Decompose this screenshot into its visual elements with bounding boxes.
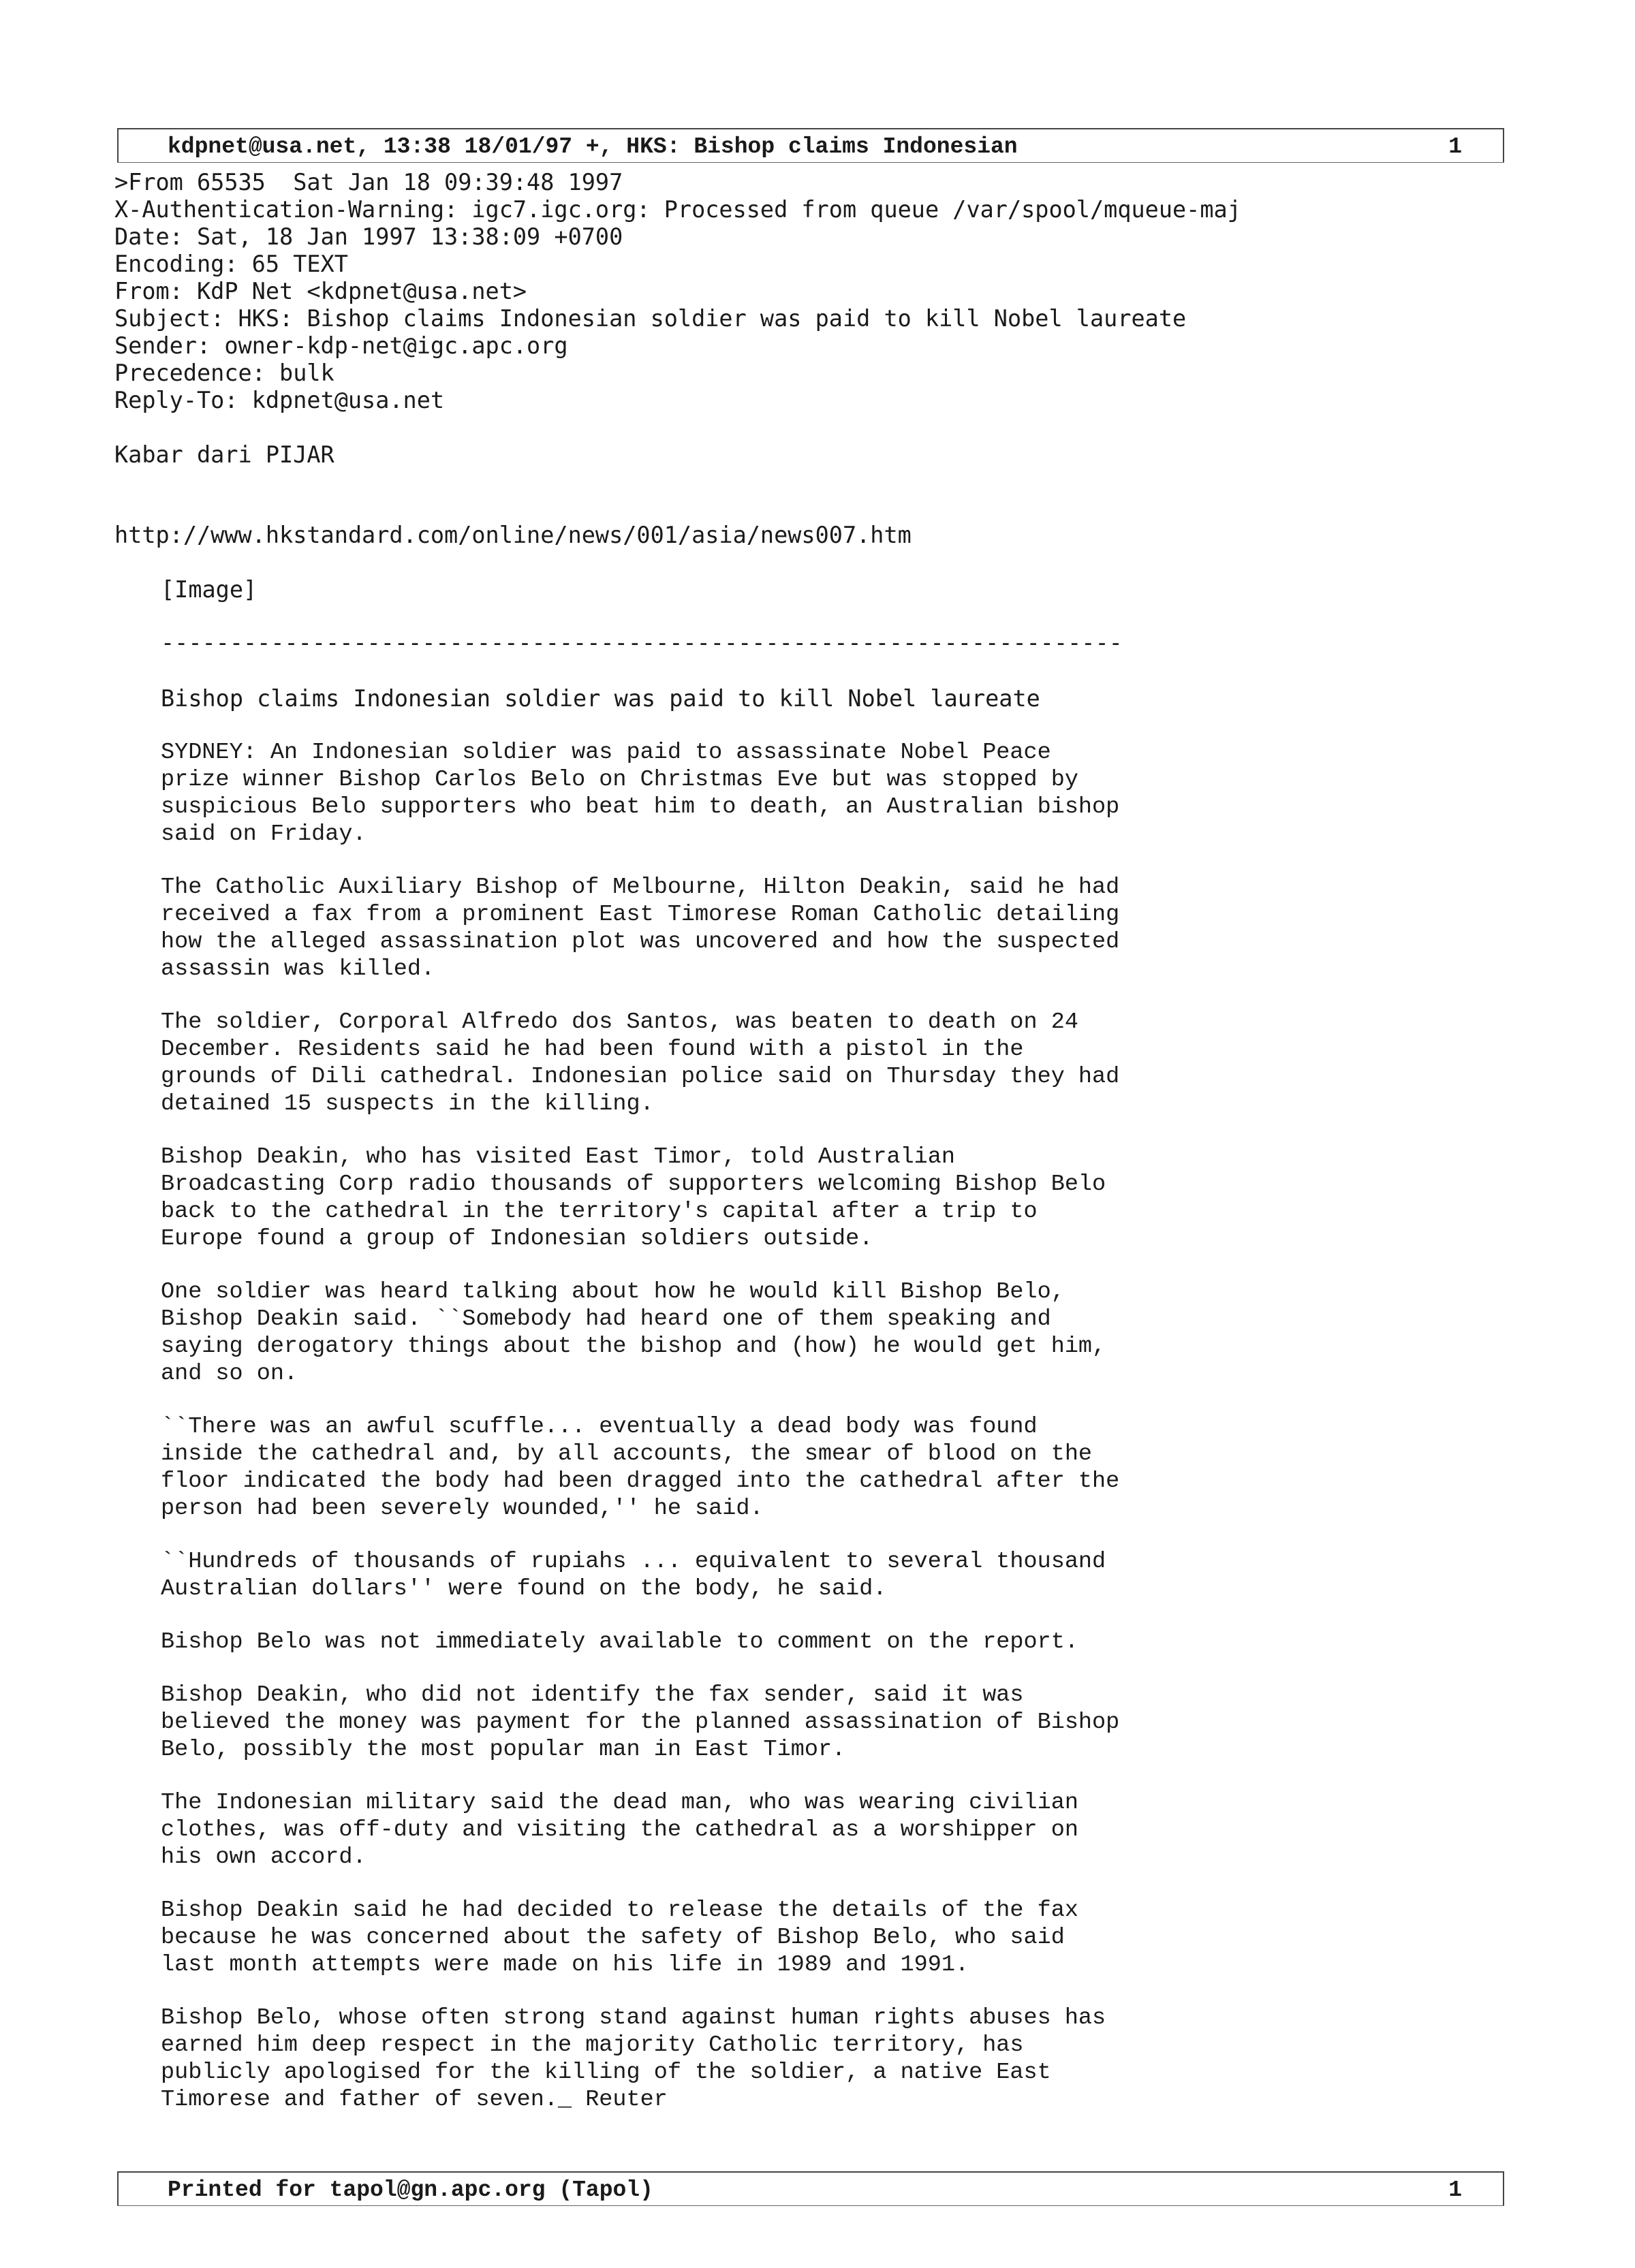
page-footer <box>117 2171 1504 2205</box>
article-body <box>161 739 1455 2139</box>
article-paragraph: Bishop Deakin said he had decided to release the details of the fax because he was concerned about the safety of Bishop Belo, who said last month attempts were made on his life in 1989 and 1991. <box>161 1897 1078 1978</box>
source-url: http://www.hkstandard.com/online/news/001/asia/news007.htm <box>114 522 912 548</box>
header-underline <box>117 162 1504 163</box>
footer-page-number: 1 <box>1448 2177 1462 2203</box>
article-paragraph: One soldier was heard talking about how he would kill Bishop Belo, Bishop Deakin said. ``Somebody had heard one of them speaking and saying derogatory things about the bishop and (how) he would get him, and so on. <box>161 1279 1106 1387</box>
article-paragraph: ``Hundreds of thousands of rupiahs ... equivalent to several thousand Australian dollars'' were found on the body, he said. <box>161 1549 1106 1602</box>
footer-printed-for: Printed for tapol@gn.apc.org (Tapol) <box>168 2177 653 2203</box>
header-title: kdpnet@usa.net, 13:38 18/01/97 +, HKS: Bishop claims Indonesian <box>168 134 1018 159</box>
separator-rule: ---------------------------------------------------------------------- <box>161 629 1123 656</box>
article-paragraph: The soldier, Corporal Alfredo dos Santos, was beaten to death on 24 December. Residents said he had been found with a pistol in the grounds of Dili cathedral. Indonesian police said on Thursday they had detained 15 suspects in the killing. <box>161 1009 1120 1117</box>
article-paragraph: Bishop Belo, whose often strong stand against human rights abuses has earned him deep respect in the majority Catholic territory, has publicly apologised for the killing of the soldier, a native East Timorese and father of seven._ Reuter <box>161 2005 1106 2113</box>
article-paragraph: The Indonesian military said the dead man, who was wearing civilian clothes, was off-duty and visiting the cathedral as a worshipper on his own accord. <box>161 1790 1078 1870</box>
footer-underline <box>117 2205 1504 2206</box>
article-paragraph: ``There was an awful scuffle... eventually a dead body was found inside the cathedral and, by all accounts, the smear of blood on the floor indicated the body had been dragged into the cathedral after the person had been severely wounded,'' he said. <box>161 1414 1120 1522</box>
article-paragraph: The Catholic Auxiliary Bishop of Melbourne, Hilton Deakin, said he had received a fax from a prominent East Timorese Roman Catholic detailing how the alleged assassination plot was uncovered and how the suspected assassin was killed. <box>161 875 1120 982</box>
article-paragraph: SYDNEY: An Indonesian soldier was paid to assassinate Nobel Peace prize winner Bishop Carlos Belo on Christmas Eve but was stopped by suspicious Belo supporters who beat him to death, an Australian bishop said on Friday. <box>161 740 1120 847</box>
article-title: Bishop claims Indonesian soldier was paid to kill Nobel laureate <box>161 685 1040 712</box>
article-paragraph: Bishop Belo was not immediately available to comment on the report. <box>161 1629 1078 1655</box>
page-header <box>117 128 1504 162</box>
article-paragraph: Bishop Deakin, who did not identify the fax sender, said it was believed the money was payment for the planned assassination of Bishop Belo, possibly the most popular man in East Timor. <box>161 1682 1120 1763</box>
intro-line: Kabar dari PIJAR <box>114 441 334 468</box>
image-placeholder: [Image] <box>161 576 258 603</box>
header-page-number: 1 <box>1448 134 1462 159</box>
article-paragraph: Bishop Deakin, who has visited East Timor, told Australian Broadcasting Corp radio thousands of supporters welcoming Bishop Belo back to the cathedral in the territory's capital after a trip to Europe found a group of Indonesian soldiers outside. <box>161 1144 1106 1252</box>
email-headers: >From 65535 Sat Jan 18 09:39:48 1997 X-Authentication-Warning: igc7.igc.org: Processed from queue /var/spool/mqueue-maj Date: Sat, 18 Jan 1997 13:38:09 +0700 Encoding: 65 TEXT From: KdP Net <kdpnet@usa.net> Subject: HKS: Bishop claims Indonesian soldier was paid to kill Nobel laureate Sender: owner-kdp-net@igc.apc.org Precedence: bulk Reply-To: kdpnet@usa.net <box>114 169 1241 413</box>
